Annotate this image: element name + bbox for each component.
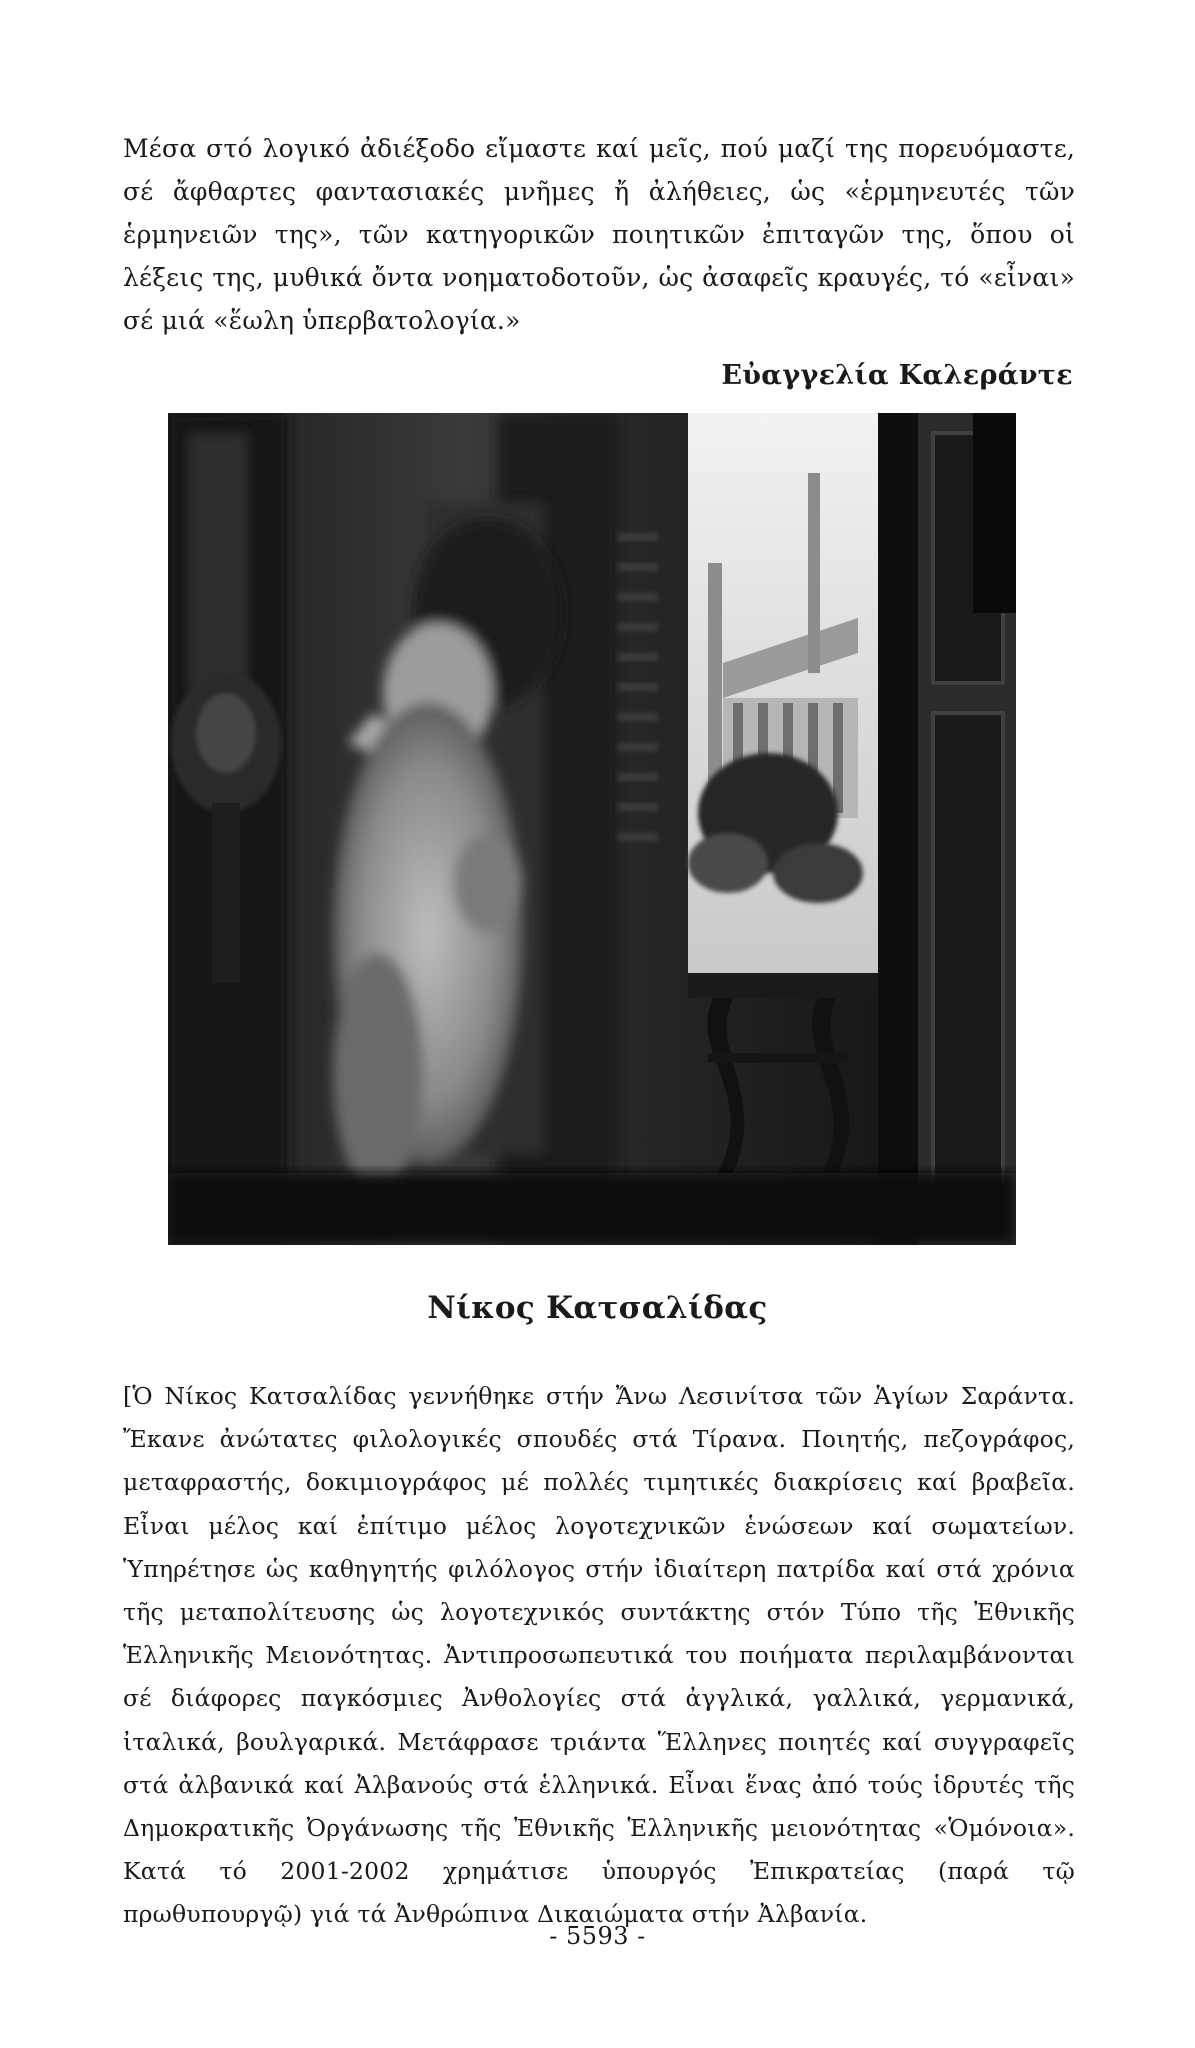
author-name-heading: Νίκος Κατσαλίδας bbox=[427, 1290, 768, 1326]
author-photograph bbox=[168, 413, 1016, 1245]
intro-paragraph: Μέσα στό λογικό ἀδιέξοδο εἴμαστε καί μεῖς, πού μαζί της πορευόμαστε, σέ ἄφθαρτες φαντασιακές μνῆμες ἤ ἀλήθειες, ὡς «ἑρμηνευτές τῶν ἑρμηνειῶν της», τῶν κατηγορικῶν ποιητικῶν ἐπιταγῶν της, ὅπου οἱ λέξεις της, μυθικά ὄντα νοηματοδοτοῦν, ὡς ἀσαφεῖς κραυγές, τό «εἶναι» σέ μιά «ἕωλη ὑπερβατολογία.» bbox=[123, 134, 1075, 335]
photograph-image bbox=[168, 413, 1016, 1245]
author-biography: [Ὁ Νίκος Κατσαλίδας γεννήθηκε στήν Ἄνω Λεσινίτσα τῶν Ἁγίων Σαράντα. Ἔκανε ἀνώτατες φιλολογικές σπουδές στά Τίρανα. Ποιητής, πεζογράφος, μεταφραστής, δοκιμιογράφος μέ πολλές τιμητικές διακρίσεις καί βραβεῖα. Εἶναι μέλος καί ἐπίτιμο μέλος λογοτεχνικῶν ἑνώσεων καί σωματείων. Ὑπηρέτησε ὡς καθηγητής φιλόλογος στήν ἰδιαίτερη πατρίδα καί στά χρόνια τῆς μεταπολίτευσης ὡς λογοτεχνικός συντάκτης στόν Τύπο τῆς Ἐθνικῆς Ἑλληνικῆς Μειονότητας. Ἀντιπροσωπευτικά του ποιήματα περιλαμβάνονται σέ διάφορες παγκόσμιες Ἀνθολογίες στά ἀγγλικά, γαλλικά, γερμανικά, ἰταλικά, βουλγαρικά. Μετάφρασε τριάντα Ἕλληνες ποιητές καί συγγραφεῖς στά ἀλβανικά καί Ἀλβανούς στά ἑλληνικά. Εἶναι ἕνας ἀπό τούς ἱδρυτές τῆς Δημοκρατικῆς Ὀργάνωσης τῆς Ἐθνικῆς Ἑλληνικῆς μειονότητας «Ὁμόνοια». Κατά τό 2001-2002 χρημάτισε ὑπουργός Ἐπικρατείας (παρά τῷ πρωθυπουργῷ) γιά τά Ἀνθρώπινα Δικαιώματα στήν Ἀλβανία. bbox=[123, 1382, 1075, 1929]
quote-attribution: Εὐαγγελία Καλεράντε bbox=[721, 360, 1073, 391]
page-number: - 5593 - bbox=[549, 1922, 646, 1950]
